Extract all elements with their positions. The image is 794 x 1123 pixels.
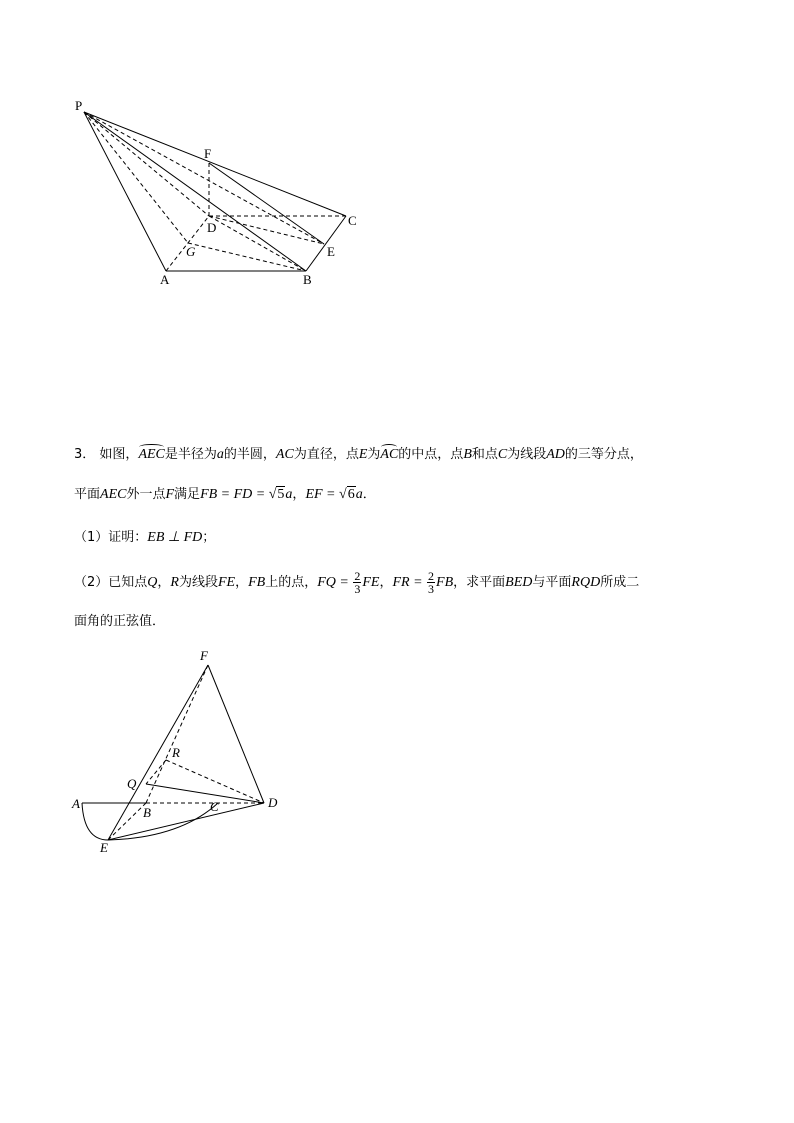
label-p: P: [75, 98, 83, 113]
label-f: F: [204, 146, 212, 161]
label-d: D: [268, 795, 278, 810]
label-e: E: [327, 244, 335, 259]
edge-pg: [84, 112, 188, 243]
label-g: G: [186, 244, 196, 259]
label-e: E: [100, 840, 108, 855]
arc-ec: [108, 803, 218, 840]
sqrt-5: √5: [268, 487, 285, 502]
edge-pc: [84, 112, 346, 216]
edge-ed: [108, 803, 264, 840]
fraction-2-3-b: $\frac{2}{3}$: [428, 569, 435, 596]
fraction-2-3-a: $\frac{2}{3}$: [354, 569, 361, 596]
edge-pe: [84, 112, 324, 244]
label-b: B: [303, 272, 312, 287]
edge-gb: [188, 243, 306, 271]
edge-bf: [146, 665, 208, 803]
edge-pa: [84, 112, 166, 271]
edge-pd: [84, 112, 212, 216]
arc-aec: AEC: [138, 447, 165, 462]
problem-number: 3．: [74, 447, 96, 462]
label-c: C: [348, 213, 357, 228]
label-r: R: [172, 745, 180, 760]
problem-3-line2: 平面AEC外一点F满足FB = FD = √5a，EF = √6a．: [74, 487, 376, 502]
arc-ac: AC: [380, 447, 399, 462]
edge-qd: [146, 784, 264, 803]
edge-de: [209, 216, 324, 244]
figure-semicircle: [65, 645, 290, 855]
label-q: Q: [127, 776, 137, 791]
label-b: B: [143, 805, 151, 820]
semicircle-ae: [82, 803, 108, 840]
edge-eb: [108, 803, 146, 840]
sqrt-6: √6: [339, 487, 355, 502]
edge-fe: [108, 665, 208, 840]
problem-3-part2: （2）已知点Q，R为线段FE，FB上的点，FQ = $\frac{2}{3}$ FE，FR = $\frac{2}{3}$ FB，求平面BED与平面RQD所成二: [74, 569, 640, 596]
edge-db: [209, 216, 306, 271]
edge-bc: [306, 216, 346, 271]
figure-pyramid: [60, 90, 380, 300]
problem-3-part1: （1）证明：EB ⊥ FD；: [74, 530, 216, 545]
problem-3-part2-line2: 面角的正弦值．: [74, 614, 166, 629]
label-c: C: [210, 799, 219, 814]
label-a: A: [160, 272, 170, 287]
label-f: F: [200, 648, 208, 663]
label-d: D: [207, 220, 217, 235]
problem-3-line1: 3． 如图，AEC是半径为a的半圆，AC为直径，点E为AC的中点，点B和点C为线段AD的三等分点，: [74, 447, 643, 462]
label-a: A: [72, 796, 80, 811]
edge-fd: [208, 665, 264, 803]
edge-fe: [209, 163, 324, 244]
